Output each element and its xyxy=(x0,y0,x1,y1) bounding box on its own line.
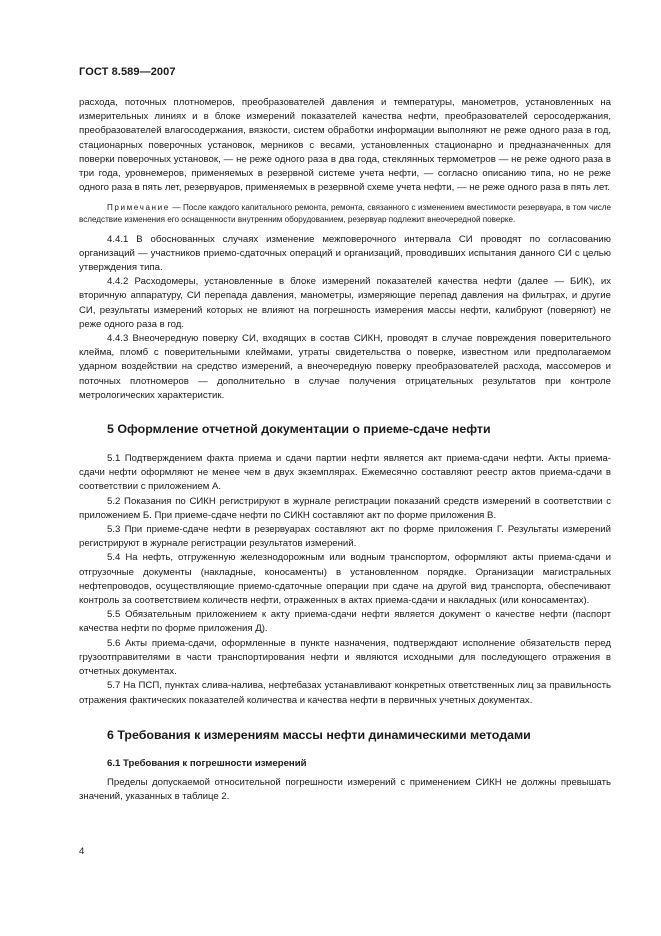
paragraph-6-1: Пределы допускаемой относительной погрешности измерений с применением СИКН не должны превышать значений, указанных в таблице 2. xyxy=(79,776,611,802)
paragraph-5-2: 5.2 Показания по СИКН регистрируют в журнале регистрации показаний средств измерений в соответствии с приложением Б. При приеме-сдаче нефти по СИКН составляют акт по форме приложения В. xyxy=(79,495,611,521)
paragraph-5-5: 5.5 Обязательным приложением к акту приема-сдачи нефти является документ о качестве нефти (паспорт качества нефти по форме приложения Д). xyxy=(79,609,611,635)
document-header: ГОСТ 8.589—2007 xyxy=(79,66,176,78)
note-text: — После каждого капитального ремонта, ремонта, связанного с изменением вместимости резервуара, в том числе вследствие изменения его оснащенности внутренним оборудованием, резервуар подлежит внеочередной поверке. xyxy=(79,203,611,225)
paragraph-continuation: расхода, поточных плотномеров, преобразователей давления и температуры, манометров, установленных на измерительных линиях и в блоке измерений показателей качества нефти, преобразователей серосодержания, преобразователей влагосодержания, вязкости, систем обработки информации выполняют не реже одного раза в год, стационарных поверочных установок, мерников с весами, установленных стационарно и предназначенных для поверки поверочных установок, — не реже одного раза в два года, стеклянных термометров — не реже одного раза в три года, уровнемеров, применяемых в резервной системе учета нефти, — согласно описанию типа, но не реже одного раза в пять лет, резервуаров, применяемых в резервной схеме учета нефти, — не реже одного раза в пять лет. xyxy=(79,97,611,194)
paragraph-4-4-1: 4.4.1 В обоснованных случаях изменение межповерочного интервала СИ проводят по согласованию организаций — участников приемо-сдаточных операций и организаций, проводивших испытания данного СИ с целью утверждения типа. xyxy=(79,233,611,274)
note-label: Примечание xyxy=(107,203,170,213)
section-6-heading: 6 Требования к измерениям массы нефти динамическими методами xyxy=(107,727,531,742)
paragraph-5-1: 5.1 Подтверждением факта приема и сдачи партии нефти является акт приема-сдачи нефти. Акты приема-сдачи нефти оформляют не менее чем в двух экземплярах. Ежемесячно составляют реестр актов приема-сдачи в соответствии с приложением А. xyxy=(79,453,611,493)
paragraph-5-7: 5.7 На ПСП, пунктах слива-налива, нефтебазах устанавливают конкретных ответственных лиц за правильность отражения фактических показателей количества и качества нефти в первичных учетных документах. xyxy=(79,680,611,706)
paragraph-5-4: 5.4 На нефть, отгруженную железнодорожным или водным транспортом, оформляют акты приема-сдачи и отгрузочные документы (накладные, коносаменты) в установленном порядке. Организации магистральных нефтепроводов, осуществляющие приемо-сдаточные операции при сдаче на другой вид транспорта, обеспечивают контроль за соответствием количеств нефти, отраженных в актах приема-сдачи и накладных (или коносаментах). xyxy=(79,552,611,607)
paragraph-5-3: 5.3 При приеме-сдаче нефти в резервуарах составляют акт по форме приложения Г. Результаты измерений регистрируют в журнале регистрации результатов измерений. xyxy=(79,524,611,550)
paragraph-4-4-3: 4.4.3 Внеочередную поверку СИ, входящих в состав СИКН, проводят в случае повреждения поверительного клейма, пломб с поверительными клеймами, утраты свидетельства о поверке, известном или предполагаемом ударном воздействии на средство измерений, а внеочередную поверку преобразователей расхода, массомеров и поточных плотномеров — дополнительно в случае получения отрицательных результатов при контроле метрологических характеристик. xyxy=(79,333,611,401)
paragraph-4-4-2: 4.4.2 Расходомеры, установленные в блоке измерений показателей качества нефти (далее — БИК), их вторичную аппаратуру, СИ перепада давления, манометры, измеряющие перепад давления на фильтрах, и другие СИ, результаты измерений которых не влияют на погрешность измерения массы нефти, калибруют (поверяют) не реже одного раза в год. xyxy=(79,276,611,330)
note xyxy=(79,202,611,225)
page-number: 4 xyxy=(79,846,85,857)
paragraph-5-6: 5.6 Акты приема-сдачи, оформленные в пункте назначения, подтверждают исполнение обязательств перед грузоотправителями в части транспортирования нефти и являются исходными для последующего отражения в отчетных документах. xyxy=(79,637,611,678)
page-content xyxy=(79,96,611,804)
subsection-6-1-heading: 6.1 Требования к погрешности измерений xyxy=(107,757,307,769)
section-5-heading: 5 Оформление отчетной документации о приеме-сдаче нефти xyxy=(107,422,491,437)
